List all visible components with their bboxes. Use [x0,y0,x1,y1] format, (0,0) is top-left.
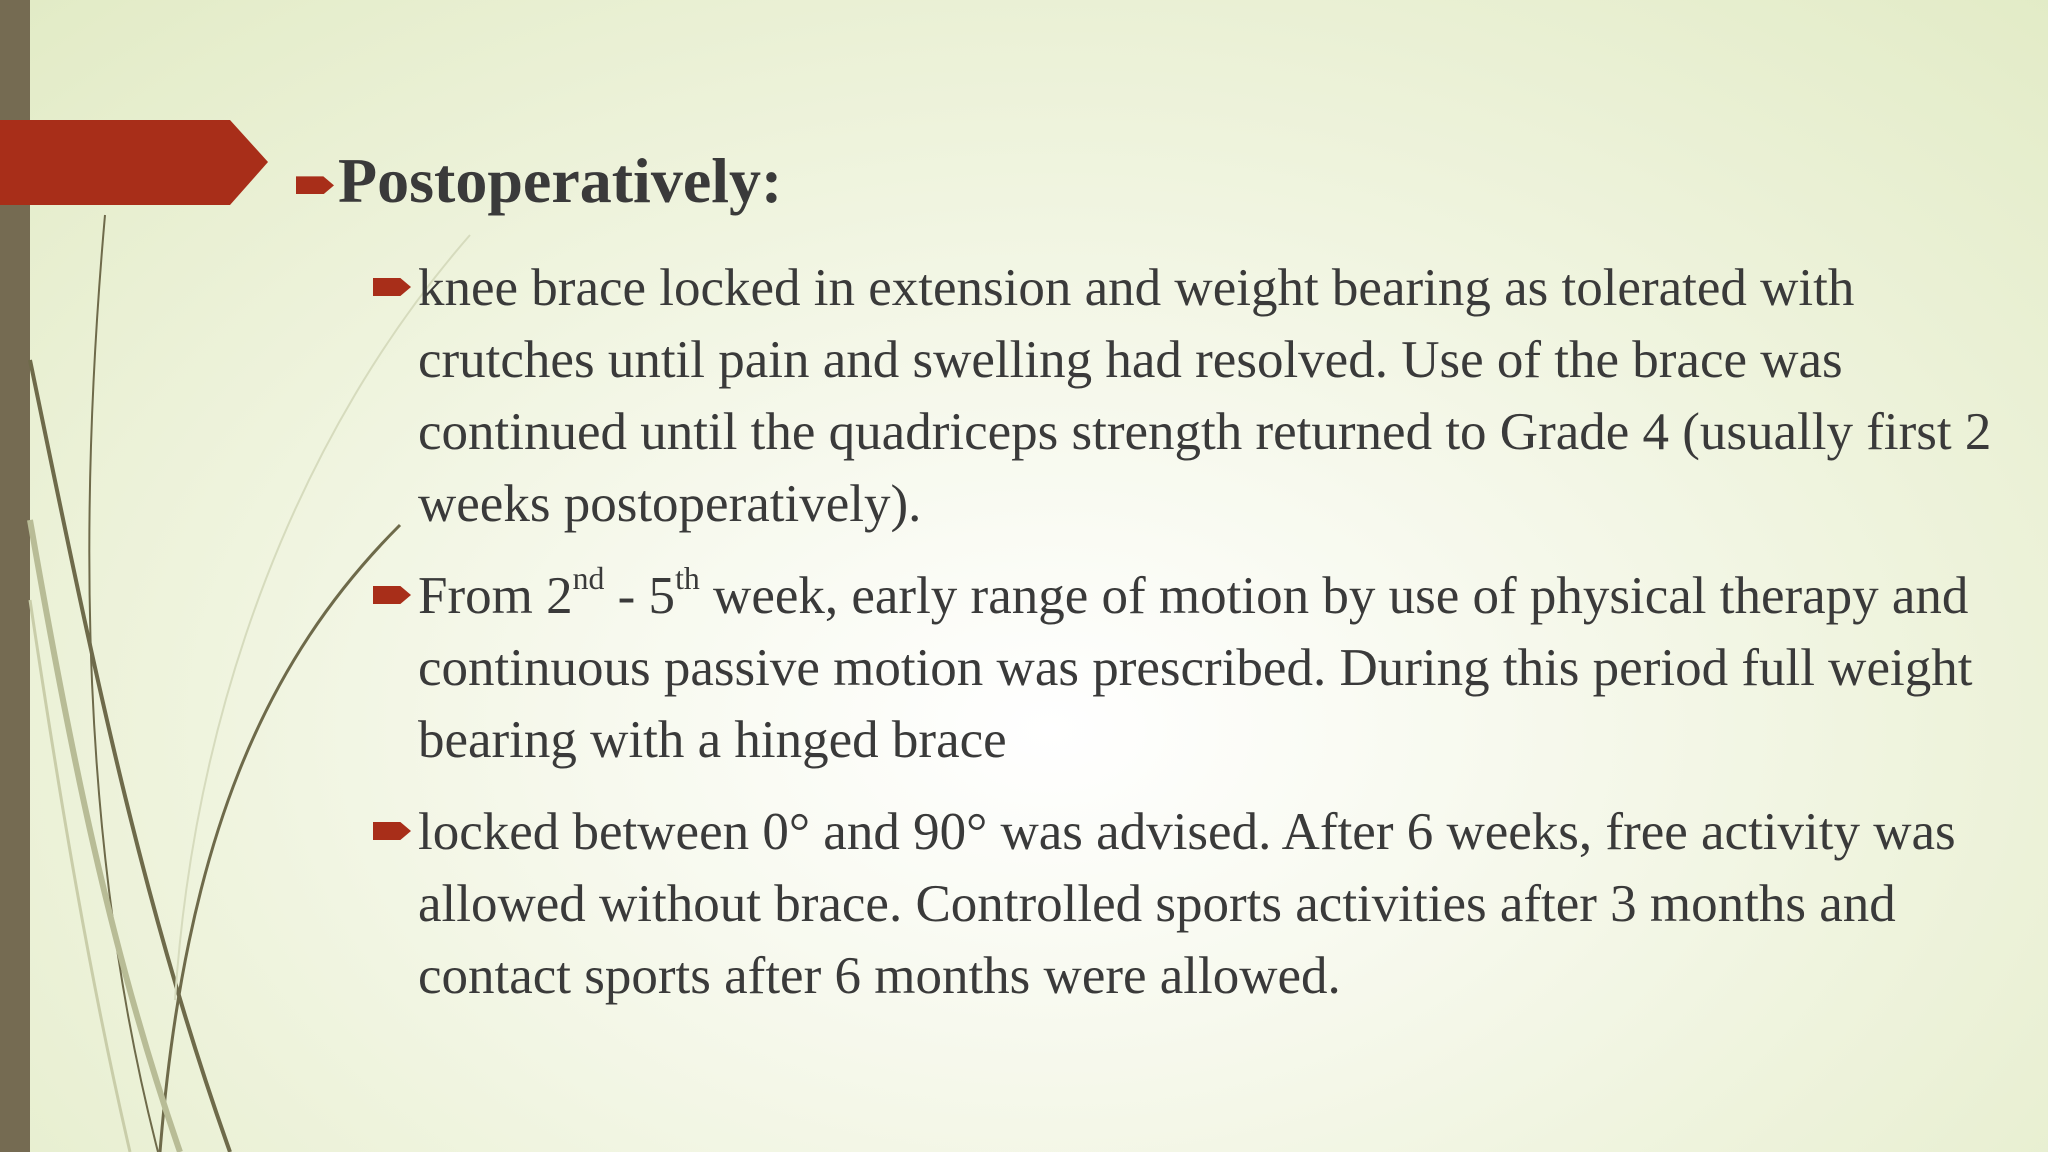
list-item [373,252,2033,540]
item-text: knee brace locked in extension and weight bearing as tolerated with crutches until pain and swelling had resolved. Use of the brace was continued until the quadriceps strength returned to Grade 4 (usually first 2 weeks postoperatively). [418,259,1992,533]
item-text: locked between 0° and 90° was advised. After 6 weeks, free activity was allowed without brace. Controlled sports activities after 3 months and contact sports after 6 months were allowed. [418,803,1956,1005]
item-text-pre: From 2 [418,567,573,625]
item-text-mid: - 5 [604,567,676,625]
curve-6 [30,600,130,1152]
slide-heading [296,146,782,216]
arrow-bullet-icon [373,278,411,296]
arrow-bullet-icon [373,822,411,840]
list-item [373,560,2033,776]
bullet-list [373,252,2033,1032]
curve-4 [30,520,180,1152]
arrow-bullet-icon [296,176,334,194]
ordinal-suffix: nd [572,561,605,597]
ordinal-suffix: th [675,561,700,597]
arrow-bullet-icon [373,586,411,604]
title-tab [0,120,268,205]
list-item [373,796,2033,1012]
curve-1 [30,360,230,1152]
curve-3 [160,525,400,1152]
item-text-post: week, early range of motion by use of physical therapy and continuous passive motion was prescribed. During this period full weight bearing with a hinged brace [418,567,1973,769]
heading-text: Postoperatively: [338,145,783,216]
